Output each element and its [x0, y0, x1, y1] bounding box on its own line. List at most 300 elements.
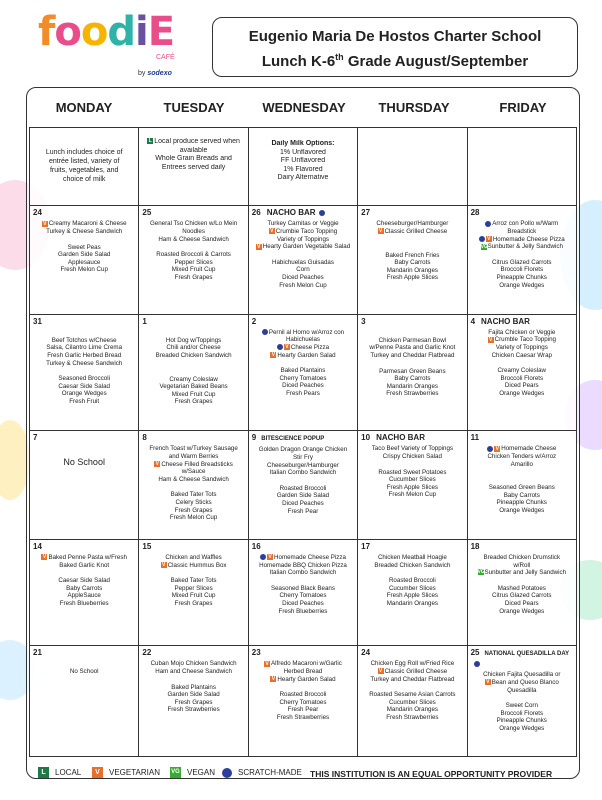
- day-cell: [358, 314, 467, 431]
- menu-item-text: Mixed Fruit Cup: [171, 390, 216, 398]
- menu-item-text: Classic Grilled Cheese: [384, 668, 448, 676]
- spacer: [251, 251, 355, 259]
- menu-item: [251, 375, 355, 383]
- menu-item-text: Crumble Taco Topping: [494, 336, 556, 344]
- event-label: NACHO BAR: [481, 316, 530, 326]
- menu-item-text: Chicken Tenders w/Arroz: [487, 453, 557, 461]
- menu-item: [32, 668, 136, 676]
- menu-item: [141, 592, 245, 600]
- menu-calendar-grid: [29, 127, 577, 757]
- spacer: [32, 660, 136, 668]
- menu-item: [141, 391, 245, 399]
- spacer: [360, 683, 464, 691]
- menu-item-text: Seasoned Black Beans: [270, 584, 335, 592]
- menu-item-text: Roasted Broccoli: [279, 484, 327, 492]
- day-cell: [248, 539, 357, 646]
- menu-item-text: Diced Peaches: [282, 599, 324, 607]
- menu-item-text: Turkey and Cheddar Flatbread: [370, 352, 455, 360]
- menu-item-text: Fajita Chicken or Veggie: [488, 328, 556, 336]
- menu-item: [251, 462, 355, 470]
- menu-item-text: Orange Wedges: [499, 506, 545, 514]
- day-cell: [467, 431, 576, 540]
- menu-item: [360, 383, 464, 391]
- menu-item-text: Applesauce: [68, 258, 101, 266]
- menu-item: [141, 461, 245, 469]
- vegan-icon: VG: [477, 569, 485, 576]
- menu-item: [251, 390, 355, 398]
- info-line: Entrees served daily: [161, 163, 226, 171]
- menu-item-text: Diced Peaches: [282, 382, 324, 390]
- spacer: [32, 569, 136, 577]
- menu-item: [251, 367, 355, 375]
- menu-item-text: and Warm Berries: [168, 453, 219, 461]
- menu-item: [141, 398, 245, 406]
- menu-item-text: Cheese Pizza: [290, 344, 330, 352]
- day-number: [142, 433, 245, 443]
- menu-item: [32, 398, 136, 406]
- week-row: [30, 539, 577, 646]
- menu-item: [470, 375, 574, 383]
- menu-item-text: AppleSauce: [67, 592, 101, 600]
- menu-item: [360, 577, 464, 585]
- day-number-text: 25: [142, 208, 152, 218]
- menu-item-text: Garden Side Salad: [276, 492, 330, 500]
- day-number-text: 25: [470, 648, 480, 658]
- menu-item: [141, 600, 245, 608]
- day-number-text: 17: [361, 541, 371, 551]
- day-number: [471, 208, 574, 218]
- menu-item: [32, 585, 136, 593]
- menu-item-text: Amarillo: [510, 460, 533, 468]
- spacer: [141, 368, 245, 376]
- menu-item-text: Fresh Apple Slices: [386, 483, 438, 491]
- menu-item: [470, 671, 574, 679]
- local-icon: L: [148, 138, 152, 145]
- menu-item-text: Seasoned Green Beans: [488, 484, 555, 492]
- menu-item-text: Diced Pears: [504, 599, 539, 607]
- day-number-text: 31: [33, 316, 42, 326]
- menu-item-text: Stir Fry: [293, 454, 313, 462]
- day-number: [252, 648, 355, 658]
- menu-item-text: Quesadilla: [507, 686, 537, 694]
- day-number-text: 4: [470, 316, 476, 326]
- menu-item-text: Taco Beef Variety of Toppings: [371, 445, 454, 453]
- day-number: [361, 542, 464, 552]
- day-number: [33, 433, 136, 443]
- day-number-text: 27: [361, 208, 371, 218]
- menu-item: [470, 352, 574, 360]
- menu-item: [141, 220, 245, 228]
- menu-item-text: Cherry Tomatoes: [279, 592, 327, 600]
- menu-item-text: Mandarin Oranges: [386, 599, 438, 607]
- menu-item: [141, 259, 245, 267]
- menu-item-text: Diced Pears: [504, 382, 539, 390]
- menu-item: [251, 274, 355, 282]
- menu-item-text: Baked Tater Tots: [170, 577, 217, 585]
- info-line: 1% Unflavored: [280, 148, 326, 156]
- menu-item-text: Fresh Melon Cup: [169, 514, 218, 522]
- menu-item-text: Corn: [296, 266, 310, 274]
- menu-item: [360, 660, 464, 668]
- day-number: [252, 208, 355, 218]
- spacer: [251, 477, 355, 485]
- menu-item: [32, 228, 136, 236]
- scratch-made-icon: [262, 329, 268, 335]
- day-number: [142, 542, 245, 552]
- spacer: [141, 483, 245, 491]
- menu-item-text: Mandarin Oranges: [386, 706, 438, 714]
- menu-item: [470, 608, 574, 616]
- menu-item-text: w/Sauce: [181, 468, 206, 476]
- day-number-text: 14: [33, 541, 42, 551]
- menu-item: [251, 352, 355, 360]
- menu-item-text: Fresh Grapes: [174, 599, 213, 607]
- spacer: [360, 244, 464, 252]
- menu-item: [360, 220, 464, 228]
- menu-item: [470, 461, 574, 469]
- menu-item-text: Pineapple Chunks: [496, 273, 547, 281]
- menu-item: [141, 266, 245, 274]
- menu-item-text: Mandarin Oranges: [386, 382, 438, 390]
- menu-item: [141, 706, 245, 714]
- menu-item: [360, 491, 464, 499]
- menu-item: [141, 476, 245, 484]
- menu-item-text: Baked Penne Pasta w/Fresh: [48, 553, 127, 561]
- menu-item: [141, 236, 245, 244]
- spacer: [251, 683, 355, 691]
- menu-item: [360, 554, 464, 562]
- spacer: [470, 251, 574, 259]
- menu-item-text: Roasted Sesame Asian Carrots: [369, 691, 456, 699]
- spacer: [141, 243, 245, 251]
- menu-item: [141, 352, 245, 360]
- menu-item-text: Broccoli Florets: [500, 709, 544, 717]
- day-number-text: 8: [142, 433, 147, 443]
- menu-item: [470, 236, 574, 244]
- day-number-text: 22: [142, 648, 152, 658]
- menu-item: [141, 344, 245, 352]
- menu-item: [32, 337, 136, 345]
- day-cell: [139, 646, 248, 757]
- day-cell: [358, 206, 467, 315]
- menu-item-text: Fresh Blueberries: [59, 599, 109, 607]
- spacer: [360, 461, 464, 469]
- menu-item: [32, 592, 136, 600]
- legend-vegetarian: V VEGETARIAN: [92, 767, 160, 781]
- menu-item-text: Golden Dragon Orange Chicken: [258, 446, 348, 454]
- vegetarian-icon: V: [92, 767, 103, 778]
- menu-item-text: Fresh Strawberries: [167, 706, 220, 714]
- menu-item: [470, 507, 574, 515]
- spacer: [470, 468, 574, 476]
- menu-item: [360, 484, 464, 492]
- menu-item: [32, 390, 136, 398]
- day-number-text: 21: [33, 648, 42, 658]
- menu-item: [251, 282, 355, 290]
- menu-item: [470, 445, 574, 453]
- vegan-icon: VG: [170, 767, 181, 778]
- menu-item: [251, 562, 355, 570]
- day-number-text: 26: [251, 208, 261, 218]
- menu-item-text: Hot Dog w/Toppings: [165, 336, 222, 344]
- day-cell: [358, 539, 467, 646]
- spacer: [470, 694, 574, 702]
- menu-item: [32, 259, 136, 267]
- info-line: Whole Grain Breads and: [155, 155, 232, 162]
- menu-item: [360, 476, 464, 484]
- day-number-text: 24: [33, 208, 42, 218]
- vegetarian-icon: V: [271, 352, 276, 359]
- menu-item: [470, 687, 574, 695]
- scratch-made-icon: [222, 768, 232, 778]
- menu-item: [360, 252, 464, 260]
- day-header-wednesday: WEDNESDAY: [262, 100, 346, 115]
- menu-item: [251, 592, 355, 600]
- menu-item: [251, 329, 355, 337]
- menu-item-text: Turkey & Cheese Sandwich: [46, 359, 123, 367]
- menu-item: [360, 344, 464, 352]
- menu-item-text: Homemade Cheese Pizza: [274, 553, 346, 561]
- menu-item-text: Baked Garlic Knot: [59, 561, 110, 569]
- menu-item: [360, 228, 464, 236]
- menu-item-text: Fresh Grapes: [174, 506, 213, 514]
- day-cell: [139, 206, 248, 315]
- menu-item-text: Chili and/or Cheese: [166, 344, 221, 352]
- menu-item: [360, 691, 464, 699]
- menu-item-text: Baked Tater Tots: [170, 491, 217, 499]
- menu-item: [251, 714, 355, 722]
- menu-item: [470, 336, 574, 344]
- menu-item: [360, 368, 464, 376]
- menu-item-text: Fresh Strawberries: [386, 390, 439, 398]
- menu-item-text: Baked Plantains: [280, 367, 326, 375]
- menu-item-text: Hearty Garden Vegetable Salad: [262, 243, 351, 251]
- menu-item-text: Fresh Pear: [287, 706, 319, 714]
- menu-item: [32, 375, 136, 383]
- day-number: [361, 317, 464, 327]
- menu-item: [251, 243, 355, 251]
- menu-title: [212, 17, 578, 77]
- menu-item-text: Pepper Slices: [174, 584, 213, 592]
- menu-item: [470, 382, 574, 390]
- menu-item: [141, 383, 245, 391]
- menu-item: [141, 699, 245, 707]
- scratch-made-icon: [485, 221, 491, 227]
- menu-item-text: Chicken Parmesan Bowl: [378, 336, 447, 344]
- day-number-text: 3: [361, 316, 366, 326]
- day-number-text: 23: [251, 648, 261, 658]
- menu-item: [470, 228, 574, 236]
- day-number: [33, 542, 136, 552]
- event-label: NACHO BAR: [376, 433, 425, 443]
- day-cell: [30, 539, 139, 646]
- menu-item: [141, 585, 245, 593]
- menu-item-text: Baked Plantains: [171, 683, 216, 691]
- menu-item: [32, 577, 136, 585]
- menu-item-text: Diced Peaches: [282, 273, 324, 281]
- day-number: [142, 648, 245, 658]
- menu-item: [251, 676, 355, 684]
- menu-item-text: Citrus Glazed Carrots: [492, 592, 552, 600]
- spacer: [360, 236, 464, 244]
- spacer: [141, 676, 245, 684]
- menu-item-text: Caesar Side Salad: [58, 382, 110, 390]
- menu-item: [32, 352, 136, 360]
- menu-item-text: Cucumber Slices: [388, 476, 436, 484]
- day-cell: [248, 206, 357, 315]
- menu-item-text: Sunbutter and Jelly Sandwich: [484, 569, 567, 577]
- menu-item-text: Chicken Fajita Quesadilla or: [483, 671, 561, 679]
- menu-item-text: w/Roll: [513, 561, 531, 569]
- menu-item-text: Classic Hummus Box: [167, 561, 227, 569]
- event-label: BITESCIENCE POPUP: [261, 436, 325, 443]
- day-number-text: 15: [142, 541, 152, 551]
- menu-item: [251, 600, 355, 608]
- menu-item: [470, 592, 574, 600]
- day-cell: [358, 431, 467, 540]
- menu-item-text: Classic Grilled Cheese: [384, 227, 448, 235]
- menu-item: [251, 608, 355, 616]
- scratch-made-icon: [319, 210, 325, 216]
- menu-item: [360, 676, 464, 684]
- menu-item: [470, 367, 574, 375]
- day-header-monday: MONDAY: [55, 100, 113, 115]
- info-line: FF Unflavored: [280, 157, 326, 164]
- menu-item-text: French Toast w/Turkey Sausage: [149, 445, 238, 453]
- day-cell: [467, 539, 576, 646]
- menu-item-text: Baby Carrots: [503, 491, 540, 499]
- menu-item: [360, 592, 464, 600]
- day-number: [471, 433, 574, 443]
- menu-item-text: Ham & Cheese Sandwich: [158, 235, 229, 243]
- scratch-made-icon: [474, 661, 480, 667]
- week-row: [30, 431, 577, 540]
- day-number-text: 24: [361, 648, 371, 658]
- menu-item: [141, 228, 245, 236]
- day-cell: [248, 314, 357, 431]
- menu-item: [360, 453, 464, 461]
- menu-item: [141, 691, 245, 699]
- event-label: NATIONAL QUESADILLA DAY: [484, 651, 570, 658]
- menu-item: [141, 668, 245, 676]
- scratch-made-icon: [487, 446, 493, 452]
- vegetarian-icon: V: [486, 679, 490, 686]
- menu-item-text: Pineapple Chunks: [496, 499, 547, 507]
- vegetarian-icon: V: [270, 228, 274, 235]
- menu-item-text: Cucumber Slices: [388, 698, 436, 706]
- menu-item: [360, 585, 464, 593]
- menu-item: [470, 499, 574, 507]
- menu-item-text: Homemade BBQ Chicken Pizza: [259, 561, 347, 569]
- menu-item-text: Crispy Chicken Salad: [382, 453, 442, 461]
- menu-item: [360, 337, 464, 345]
- spacer: [470, 577, 574, 585]
- menu-item-text: Cherry Tomatoes: [279, 698, 327, 706]
- foodie-cafe-logo: foodiE CAFÉ by sodexo: [38, 9, 175, 77]
- vegetarian-icon: V: [495, 445, 499, 452]
- legend-scratch-made: SCRATCH-MADE: [222, 767, 302, 781]
- vegetarian-icon: V: [378, 228, 383, 235]
- menu-item-text: Crumbie Taco Topping: [275, 227, 338, 235]
- menu-item-text: Pineapple Chunks: [496, 717, 547, 725]
- menu-item-text: Baby Carrots: [394, 259, 431, 267]
- menu-item-text: Chicken Meatball Hoagie: [377, 553, 447, 561]
- spacer: [32, 236, 136, 244]
- menu-item: [251, 344, 355, 352]
- local-icon: L: [38, 767, 49, 778]
- week-row: [30, 314, 577, 431]
- menu-item: [141, 499, 245, 507]
- menu-item-text: Variety of Toppings: [276, 235, 329, 243]
- menu-subtitle: Lunch K-6th Grade August/September: [261, 52, 529, 70]
- menu-item: [360, 668, 464, 676]
- menu-item: [360, 445, 464, 453]
- menu-item: [251, 585, 355, 593]
- menu-item: [470, 453, 574, 461]
- menu-item: [141, 337, 245, 345]
- menu-item: [251, 554, 355, 562]
- day-number-text: 7: [33, 433, 38, 443]
- day-cell: [467, 646, 576, 757]
- menu-item: [141, 376, 245, 384]
- menu-item: [360, 562, 464, 570]
- menu-item: [251, 266, 355, 274]
- menu-item-text: Fresh Pears: [286, 390, 320, 398]
- menu-item-text: Creamy Coleslaw: [169, 375, 218, 383]
- vegetarian-icon: V: [268, 554, 272, 561]
- vegetarian-icon: V: [42, 554, 47, 561]
- info-cell-thursday: [358, 128, 467, 206]
- menu-item-text: Roasted Broccoli: [388, 577, 436, 585]
- menu-item: [32, 266, 136, 274]
- menu-item-text: Fresh Apple Slices: [386, 592, 438, 600]
- menu-item-text: Sunbutter & Jelly Sandwich: [487, 243, 563, 251]
- menu-item: [470, 274, 574, 282]
- menu-item-text: Creamy Macaroni & Cheese: [48, 220, 127, 228]
- day-cell: [467, 206, 576, 315]
- week-row: [30, 646, 577, 757]
- event-label: NACHO BAR: [266, 208, 316, 218]
- info-line: Lunch includes choice of: [45, 149, 123, 156]
- menu-item: [251, 492, 355, 500]
- vegetarian-icon: V: [257, 243, 261, 250]
- day-number: [252, 542, 355, 552]
- menu-item-text: Mashed Potatoes: [497, 584, 546, 592]
- day-cell: [467, 314, 576, 431]
- vegetarian-icon: V: [43, 220, 47, 227]
- menu-item-text: Herbed Bread: [283, 668, 323, 676]
- menu-item-text: Fresh Pear: [287, 507, 319, 515]
- menu-item-text: Fresh Fruit: [69, 398, 100, 406]
- day-number: [361, 648, 464, 658]
- menu-item: [470, 717, 574, 725]
- menu-item-text: Vegetarian Baked Beans: [159, 383, 228, 391]
- menu-item-text: Salsa, Cilantro Lime Crema: [46, 344, 123, 352]
- menu-item-text: Mixed Fruit Cup: [171, 266, 216, 274]
- info-cell-friday: [467, 128, 576, 206]
- spacer: [32, 329, 136, 337]
- menu-item-text: Pepper Slices: [174, 258, 213, 266]
- menu-item-text: Breadstick: [507, 227, 537, 235]
- menu-item: [251, 660, 355, 668]
- menu-item-text: Sweet Peas: [67, 243, 101, 251]
- menu-item: [141, 445, 245, 453]
- menu-item-text: Homemade Cheese Pizza: [492, 235, 565, 243]
- scratch-made-icon: [479, 236, 485, 242]
- info-line: Dairy Alternative: [277, 174, 329, 181]
- day-number-text: 2: [251, 316, 257, 326]
- menu-item: [32, 383, 136, 391]
